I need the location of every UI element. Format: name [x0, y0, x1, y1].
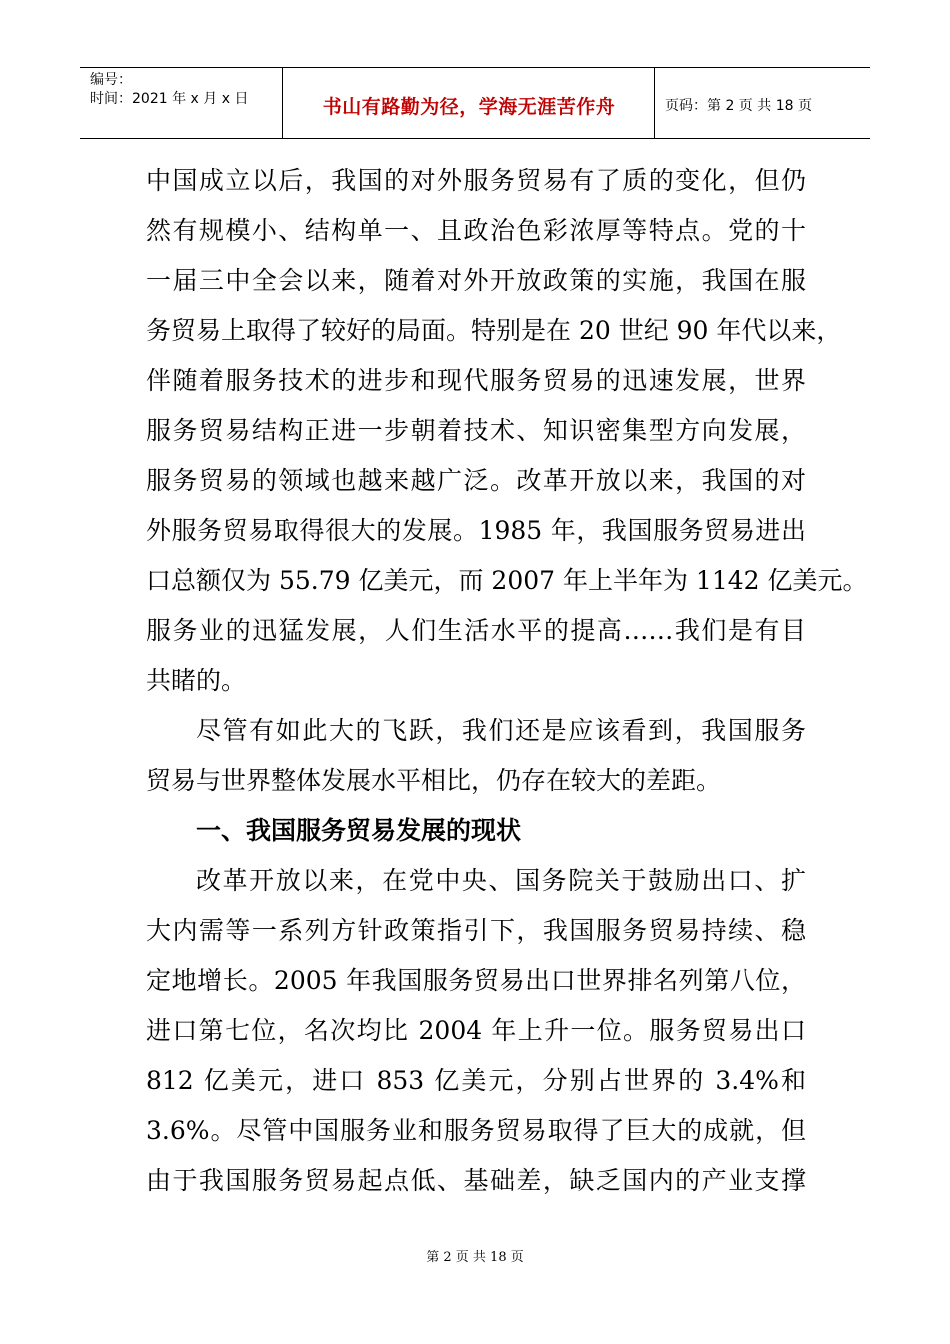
- body-line: 812 亿美元，进口 853 亿美元，分别占世界的 3.4%和: [146, 1066, 806, 1095]
- header-motto-cell: [283, 68, 655, 138]
- body-line: 大内需等一系列方针政策指引下，我国服务贸易持续、稳: [146, 916, 806, 945]
- body-line: 服务贸易结构正进一步朝着技术、知识密集型方向发展，: [146, 416, 806, 445]
- body-line: 进口第七位，名次均比 2004 年上升一位。服务贸易出口: [146, 1016, 806, 1045]
- header-meta-cell: [80, 68, 283, 138]
- paragraph-first-line: 改革开放以来，在党中央、国务院关于鼓励出口、扩: [196, 866, 806, 895]
- body-line: 贸易与世界整体发展水平相比，仍存在较大的差距。: [146, 766, 722, 795]
- body-line: 中国成立以后，我国的对外服务贸易有了质的变化，但仍: [146, 166, 806, 195]
- section-heading: 一、我国服务贸易发展的现状: [196, 816, 522, 845]
- body-line: 服务贸易的领域也越来越广泛。改革开放以来，我国的对: [146, 466, 806, 495]
- page-header: [80, 67, 870, 139]
- body-line: 口总额仅为 55.79 亿美元，而 2007 年上半年为 1142 亿美元。: [146, 566, 868, 595]
- document-number-label: 编号：: [90, 72, 132, 88]
- header-motto: 书山有路勤为径，学海无涯苦作舟: [322, 96, 616, 118]
- document-time-label: 时间：2021 年 x 月 x 日: [90, 91, 249, 107]
- body-line: 3.6%。尽管中国服务业和服务贸易取得了巨大的成就，但: [146, 1116, 806, 1145]
- page-footer: 第 2 页 共 18 页: [426, 1250, 524, 1265]
- body-line: 伴随着服务技术的进步和现代服务贸易的迅速发展，世界: [146, 366, 806, 395]
- body-line: 然有规模小、结构单一、且政治色彩浓厚等特点。党的十: [146, 216, 806, 245]
- body-line: 由于我国服务贸易起点低、基础差，缺乏国内的产业支撑: [146, 1166, 806, 1195]
- paragraph-first-line: 尽管有如此大的飞跃，我们还是应该看到，我国服务: [196, 716, 806, 745]
- body-line: 服务业的迅猛发展，人们生活水平的提高……我们是有目: [146, 616, 806, 645]
- body-line: 外服务贸易取得很大的发展。1985 年，我国服务贸易进出: [146, 516, 806, 545]
- header-page-info: 页码：第 2 页 共 18 页: [665, 98, 812, 114]
- body-line: 定地增长。2005 年我国服务贸易出口世界排名列第八位，: [146, 966, 806, 995]
- body-line: 务贸易上取得了较好的局面。特别是在 20 世纪 90 年代以来，: [146, 316, 842, 345]
- body-line: 共睹的。: [146, 666, 247, 695]
- header-page-cell: [655, 68, 870, 138]
- body-line: 一届三中全会以来，随着对外开放政策的实施，我国在服: [146, 266, 806, 295]
